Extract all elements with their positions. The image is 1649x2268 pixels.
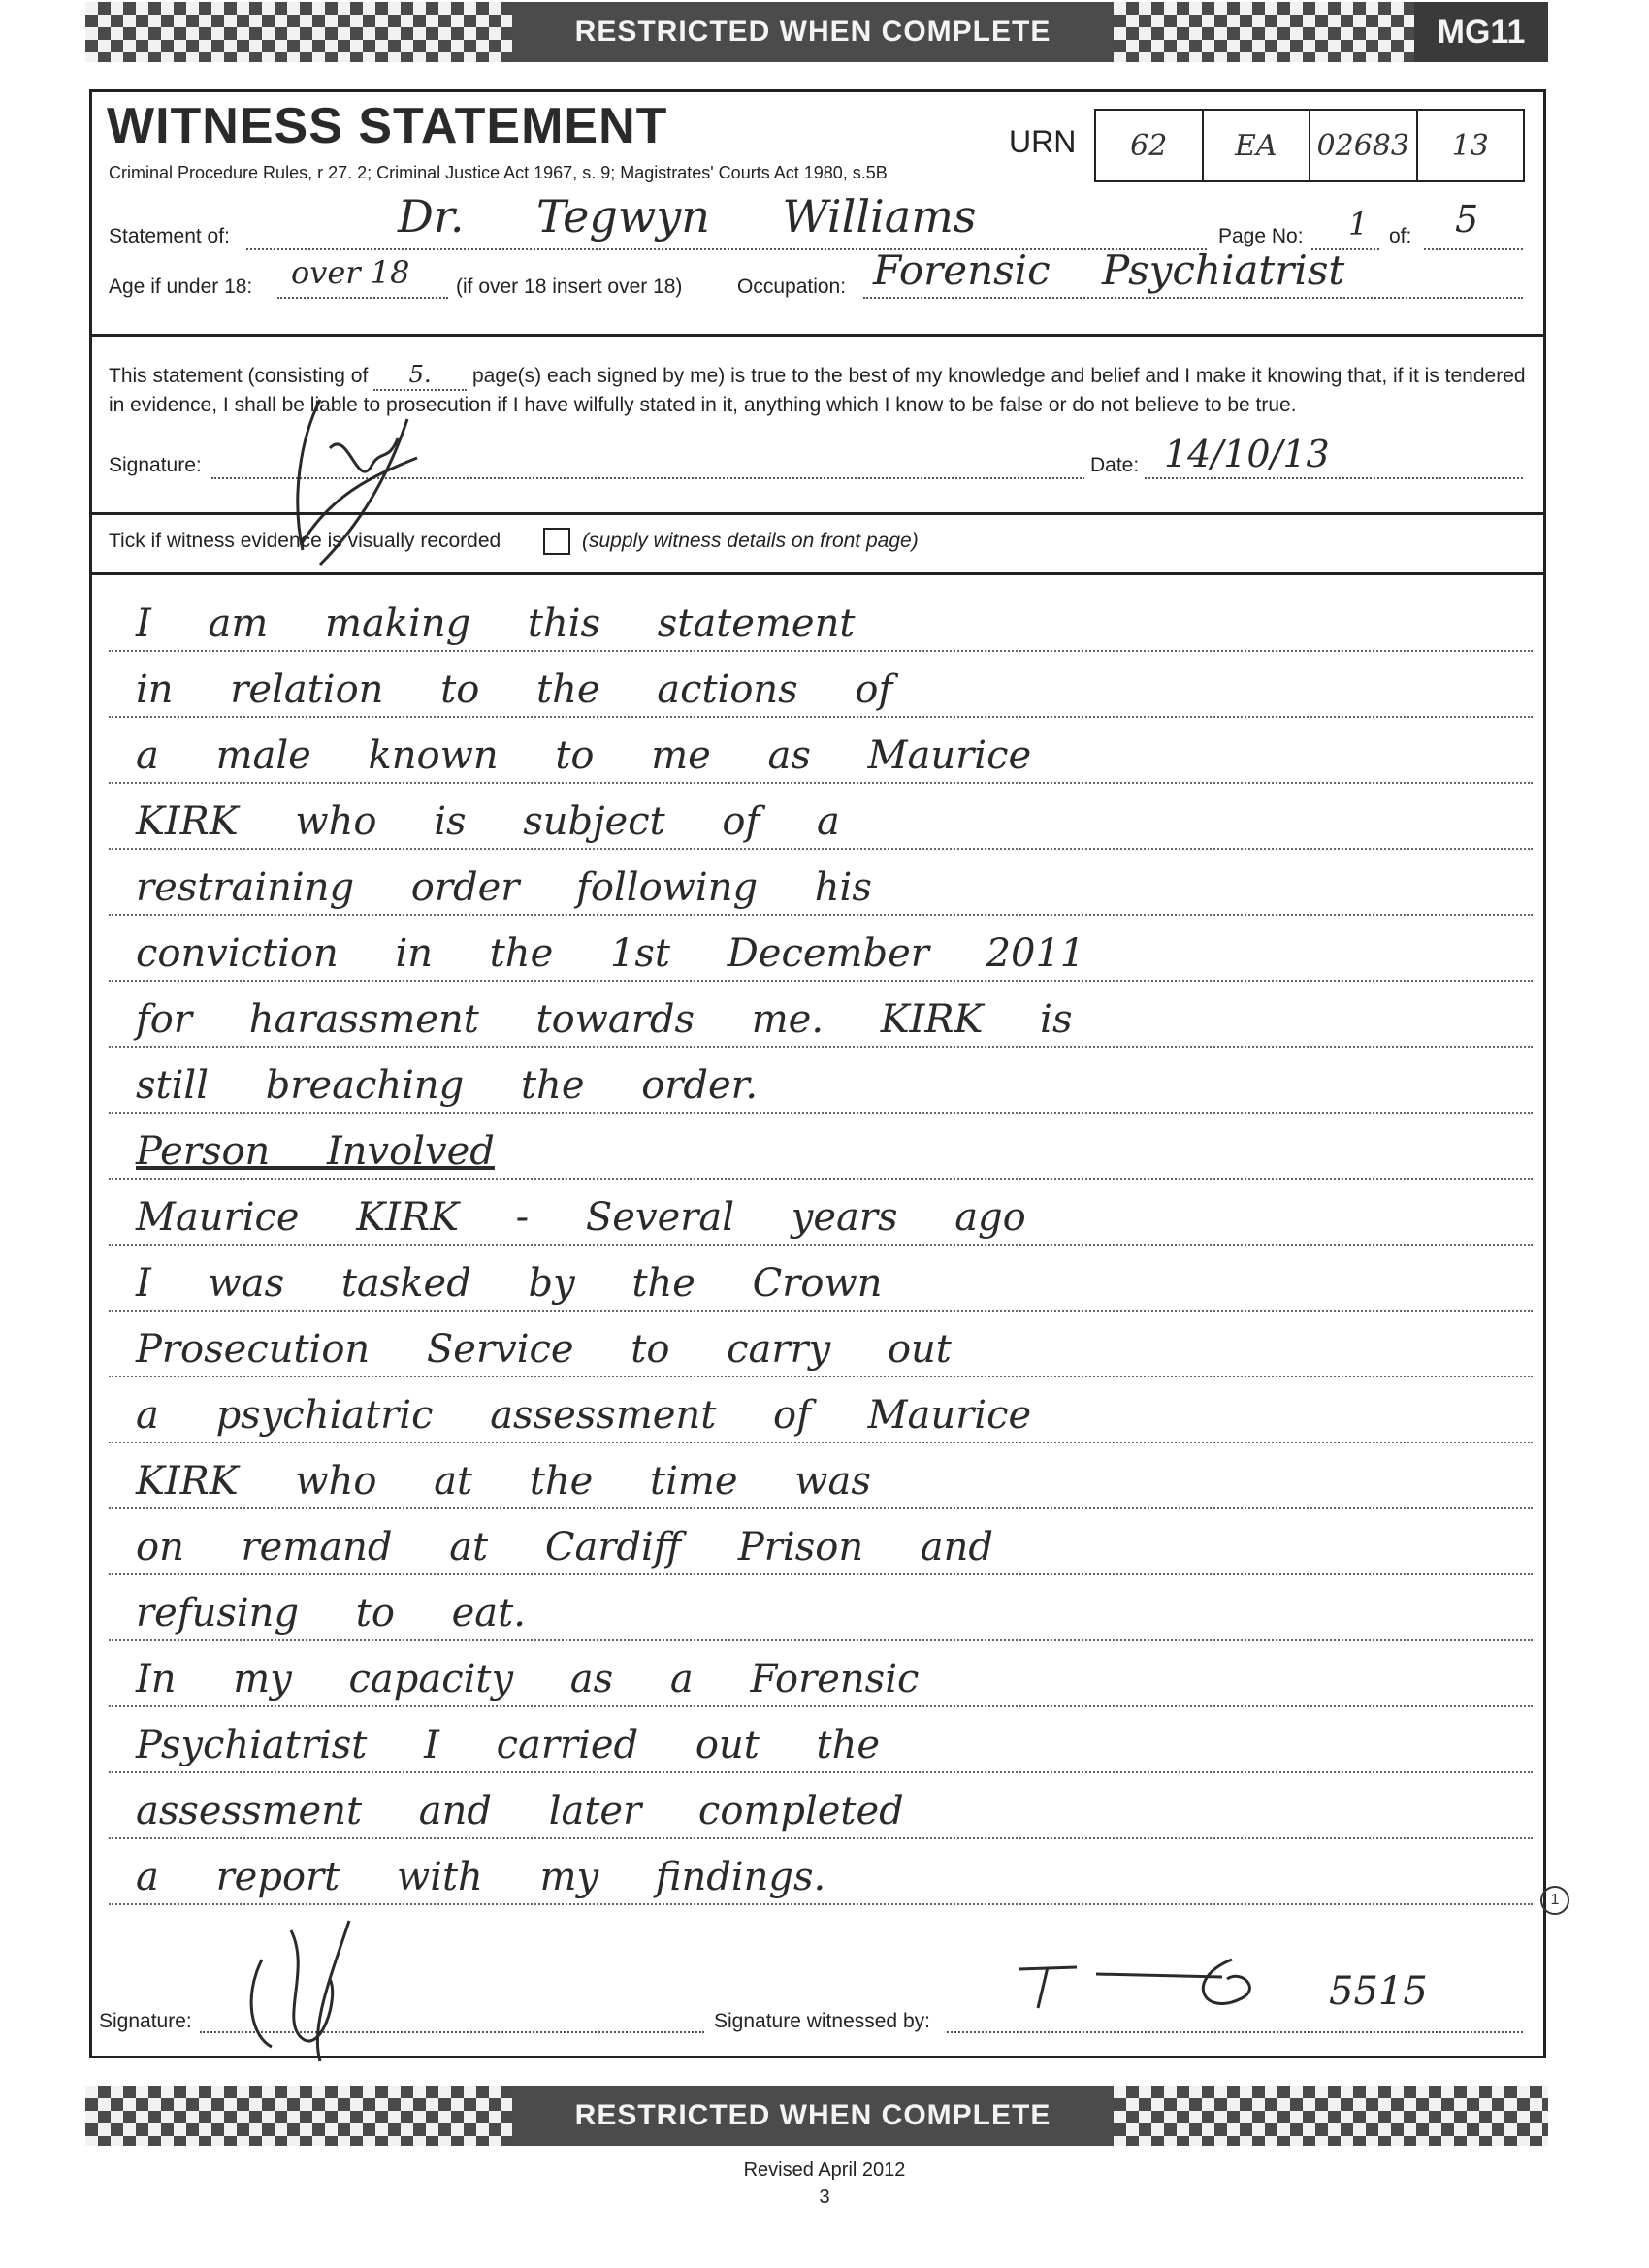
statement-line <box>109 1773 1533 1839</box>
statement-line-text: still breaching the order. <box>136 1063 759 1108</box>
urn-cell: 02683 <box>1310 111 1418 180</box>
urn-cell: EA <box>1204 111 1311 180</box>
checker-pattern-right <box>1114 2 1414 62</box>
statement-line-text: KIRK who at the time was <box>136 1459 871 1504</box>
declaration-end: page(s) each signed by me) is true to the best of my knowledge and belief and I make it knowing that, if it is tendered in evidence, I shall be liable to prosecution if I have wilfully stated in it, anything which I know to be false or do not believe to be true. <box>109 365 1526 416</box>
statement-line <box>109 652 1533 718</box>
page-no-label: Page No: <box>1218 225 1304 247</box>
statement-line <box>109 586 1533 652</box>
revised-date: Revised April 2012 <box>743 2159 906 2181</box>
date-label: Date: <box>1090 454 1140 476</box>
statement-line <box>109 916 1533 982</box>
statement-line <box>109 1180 1533 1246</box>
occupation-value[interactable]: Forensic Psychiatrist <box>873 246 1345 294</box>
statement-line <box>109 718 1533 784</box>
checker-pattern-left <box>85 2 512 62</box>
legal-reference: Criminal Procedure Rules, r 27. 2; Criminal Justice Act 1967, s. 9; Magistrates' Courts Act 1980, s.5B <box>109 163 888 182</box>
urn-cell: 13 <box>1451 128 1489 163</box>
statement-line <box>109 1048 1533 1114</box>
statement-line-text: restraining order following his <box>136 865 872 910</box>
statement-line-text: I was tasked by the Crown <box>136 1261 883 1306</box>
restricted-banner-top: RESTRICTED WHEN COMPLETE <box>512 2 1114 62</box>
statement-line-text: KIRK who is subject of a <box>136 799 840 844</box>
statement-line-text: on remand at Cardiff Prison and <box>136 1525 994 1570</box>
statement-line <box>109 1246 1533 1312</box>
page-no-value[interactable]: 1 <box>1348 206 1369 243</box>
top-banner <box>85 2 1548 62</box>
statement-line <box>109 982 1533 1048</box>
signature-label: Signature: <box>109 454 202 476</box>
visual-record-note: (supply witness details on front page) <box>582 530 919 552</box>
date-value[interactable]: 14/10/13 <box>1164 433 1330 475</box>
statement-line-text: Prosecution Service to carry out <box>136 1327 952 1372</box>
restricted-banner-bottom: RESTRICTED WHEN COMPLETE <box>512 2086 1114 2146</box>
statement-line-text: for harassment towards me. KIRK is <box>136 997 1073 1042</box>
visual-record-checkbox[interactable] <box>543 528 570 555</box>
statement-line <box>109 1443 1533 1509</box>
statement-line <box>109 1509 1533 1575</box>
urn-cell: 62 <box>1096 111 1204 180</box>
statement-heading: Person Involved <box>136 1129 495 1174</box>
statement-line-text: Maurice KIRK - Several years ago <box>136 1195 1026 1240</box>
age-hint: (if over 18 insert over 18) <box>456 275 683 298</box>
statement-of-label: Statement of: <box>109 225 230 247</box>
witnessed-label: Signature witnessed by: <box>714 2010 930 2032</box>
statement-of-value[interactable]: Dr. Tegwyn Williams <box>398 190 977 243</box>
statement-line-text: Psychiatrist I carried out the <box>136 1723 881 1767</box>
statement-line <box>109 1839 1533 1905</box>
of-value[interactable]: 5 <box>1455 198 1479 241</box>
date-line <box>1145 477 1523 479</box>
urn-field[interactable] <box>1094 109 1525 182</box>
page-number: 3 <box>819 2187 830 2208</box>
occupation-line <box>863 297 1523 299</box>
visual-record-label: Tick if witness evidence is visually recorded <box>109 530 501 552</box>
checker-pattern-left <box>85 2086 512 2146</box>
section-divider <box>89 572 1546 575</box>
witness-signature-scribble <box>1009 1950 1261 2027</box>
statement-line-text: In my capacity as a Forensic <box>136 1657 920 1701</box>
bottom-banner <box>85 2086 1548 2146</box>
age-value[interactable]: over 18 <box>291 254 410 291</box>
statement-line <box>109 850 1533 916</box>
statement-line <box>109 1312 1533 1377</box>
of-line <box>1424 248 1523 250</box>
checker-pattern-right <box>1114 2086 1548 2146</box>
urn-label: URN <box>1009 124 1077 159</box>
statement-line <box>109 1377 1533 1443</box>
statement-line-text: a male known to me as Maurice <box>136 733 1032 778</box>
section-divider <box>89 334 1546 337</box>
witnessed-line <box>947 2031 1523 2033</box>
statement-line-text: refusing to eat. <box>136 1591 526 1636</box>
bottom-signature <box>223 1901 398 2066</box>
statement-line-text: I am making this statement <box>136 601 856 646</box>
statement-line-text: conviction in the 1st December 2011 <box>136 931 1085 976</box>
statement-line <box>109 1114 1533 1180</box>
statement-line <box>109 1575 1533 1641</box>
section-divider <box>89 512 1546 515</box>
statement-line <box>109 1707 1533 1773</box>
statement-line-text: assessment and later completed <box>136 1789 904 1833</box>
bottom-signature-label: Signature: <box>99 2010 192 2032</box>
declaration-pages[interactable]: 5. <box>373 361 467 391</box>
statement-line-text: a report with my findings. <box>136 1855 826 1899</box>
occupation-label: Occupation: <box>737 275 847 298</box>
age-label: Age if under 18: <box>109 275 253 298</box>
statement-line <box>109 1641 1533 1707</box>
statement-body <box>109 586 1533 1905</box>
form-code: MG11 <box>1414 2 1548 62</box>
statement-line-text: a psychiatric assessment of Maurice <box>136 1393 1032 1438</box>
witness-number: 5515 <box>1329 1969 1428 2014</box>
form-title: WITNESS STATEMENT <box>107 98 668 154</box>
page-mark: 1 <box>1540 1886 1569 1915</box>
declaration-start: This statement (consisting of <box>109 365 369 387</box>
age-line <box>277 297 448 299</box>
statement-line-text: in relation to the actions of <box>136 667 893 712</box>
of-label: of: <box>1389 225 1412 247</box>
statement-line <box>109 784 1533 850</box>
